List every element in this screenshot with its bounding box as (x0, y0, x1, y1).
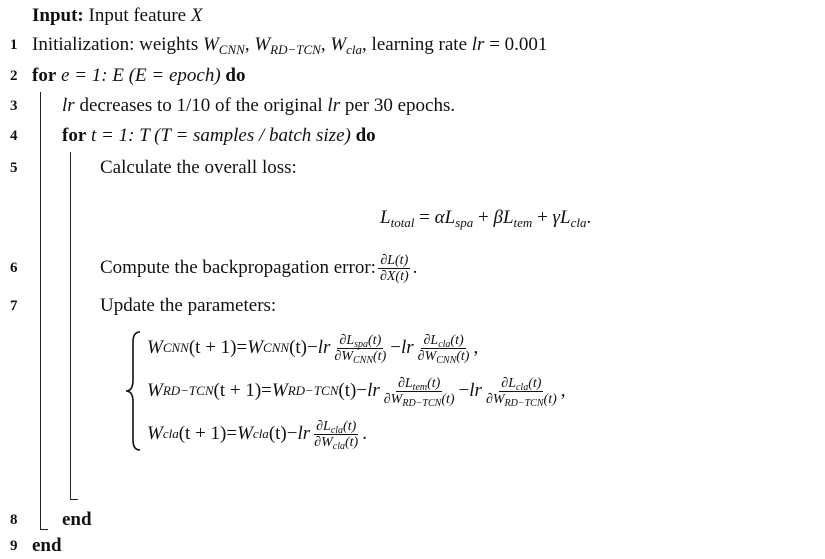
fraction (416, 333, 472, 364)
num (314, 419, 358, 435)
line-number: 4 (10, 128, 18, 144)
num (396, 376, 442, 392)
var: lr (327, 95, 341, 116)
keyword: do (225, 65, 246, 86)
t: ∂ (316, 418, 324, 434)
var: W (147, 423, 163, 444)
var: L (444, 207, 456, 228)
t: RD−TCN (504, 397, 544, 409)
sub: cla (570, 215, 587, 230)
var: lr (471, 34, 485, 55)
var: W (237, 423, 253, 444)
line-7: Update the parameters: (100, 295, 277, 316)
var: lr (469, 380, 482, 401)
t: (t) (368, 332, 382, 348)
den (416, 349, 472, 364)
loop-bar-end (40, 529, 48, 530)
var: γ (552, 207, 561, 228)
t: (t) (373, 348, 387, 364)
text: (t) (338, 380, 357, 401)
var: W (271, 380, 288, 401)
text: per 30 epochs. (340, 95, 456, 116)
var: L (502, 207, 514, 228)
op: − (307, 337, 318, 358)
var: lr (367, 380, 380, 401)
text: , learning rate (362, 34, 472, 55)
var: W (202, 34, 219, 55)
t: ∂ (314, 434, 322, 450)
num: ∂L(t) (380, 252, 409, 268)
text: Initialization: weights (32, 34, 203, 55)
sub: spa (455, 215, 474, 230)
var: lr (297, 423, 311, 444)
line-8-end: end (62, 509, 92, 530)
op: − (286, 423, 298, 444)
op: . (362, 423, 367, 444)
t: ∂ (334, 348, 342, 364)
update-rdtcn: W RD−TCN (t + 1) = W RD−TCN (t) − lr $\frac{\partial L_{tem}(t)}{\partial W_{RD-TCN}(t)}$ − lr $\frac{\partial L_{cla}(t)}{\partial W_{RD-TCN}(t)}$ , (147, 375, 566, 409)
text: decreases to 1/10 of the original (74, 95, 328, 116)
fraction (484, 376, 559, 407)
line-4 (62, 124, 376, 148)
t: tem (412, 381, 428, 393)
total-loss-equation (380, 206, 591, 230)
text: (t) (289, 337, 307, 358)
t: cla (438, 338, 451, 350)
t: (t) (450, 332, 464, 348)
den (484, 392, 559, 407)
sub: cla (346, 42, 363, 57)
t: spa (354, 338, 369, 350)
keyword: do (355, 125, 376, 146)
t: L (346, 332, 355, 348)
fraction (332, 333, 388, 364)
sub: RD−TCN (270, 42, 321, 57)
line-9-end: end (32, 535, 62, 556)
t: ∂ (397, 375, 405, 391)
t: ∂ (383, 391, 391, 407)
op: , (560, 380, 566, 401)
t: (t) (343, 418, 357, 434)
t: W (424, 348, 437, 364)
t: W (341, 348, 353, 364)
text: , (320, 34, 331, 55)
var: L (380, 207, 391, 228)
op: − (356, 380, 368, 401)
loop-bar-inner (70, 152, 71, 500)
input-text: Input feature (88, 5, 191, 26)
cond: t = 1: T (T = samples / batch size) (86, 125, 356, 146)
den (312, 435, 360, 450)
text: Compute the backpropagation error: (100, 257, 376, 278)
loop-bar-outer (40, 92, 41, 530)
input-line (32, 4, 202, 28)
t: L (323, 418, 331, 434)
update-cla: W cla (t + 1) = W cla (t) − lr $\frac{\partial L_{cla}(t)}{\partial W_{cla}(t)}$ . (147, 418, 367, 452)
t: (t) (427, 375, 441, 391)
line-number: 6 (10, 260, 18, 276)
op: . (412, 257, 418, 278)
t: W (390, 391, 403, 407)
op: = (226, 423, 238, 444)
var: W (247, 337, 264, 358)
den (332, 349, 388, 364)
line-3 (62, 94, 455, 118)
var: lr (400, 337, 414, 358)
var: lr (62, 95, 75, 116)
var: L (560, 207, 571, 228)
op: = (261, 380, 272, 401)
sub: total (390, 215, 415, 230)
fraction (382, 376, 457, 407)
line-number: 5 (10, 160, 18, 176)
t: CNN (436, 354, 457, 366)
fraction (312, 419, 360, 450)
op: , (473, 337, 479, 358)
num (499, 376, 543, 392)
t: cla (332, 440, 345, 452)
t: cla (330, 424, 344, 436)
line-number: 7 (10, 298, 18, 314)
text: (t + 1) (188, 337, 237, 358)
line-number: 3 (10, 98, 18, 114)
op: . (586, 207, 592, 228)
line-5: Calculate the overall loss: (100, 157, 297, 178)
t: L (508, 375, 516, 391)
var: W (147, 337, 163, 358)
line-number: 1 (10, 37, 18, 53)
cases-brace (124, 330, 142, 452)
op: + (532, 207, 553, 228)
t: W (492, 391, 505, 407)
var: lr (317, 337, 331, 358)
cond: e = 1: E (E = epoch) (56, 65, 226, 86)
text: = 0.001 (484, 34, 548, 55)
line-number: 8 (10, 512, 18, 528)
t: ∂ (339, 332, 347, 348)
keyword: for (32, 65, 57, 86)
den (382, 392, 457, 407)
input-label: Input: (32, 5, 84, 26)
t: L (404, 375, 413, 391)
den: ∂X(t) (379, 268, 409, 284)
line-1 (32, 33, 547, 57)
t: W (321, 434, 333, 450)
line-2 (32, 64, 245, 88)
var: α (434, 207, 445, 228)
t: (t) (456, 348, 470, 364)
var: W (330, 34, 347, 55)
num (337, 333, 383, 349)
sub: CNN (218, 42, 245, 57)
var: β (493, 207, 503, 228)
num (421, 333, 465, 349)
t: (t) (528, 375, 542, 391)
t: (t) (344, 434, 359, 450)
t: (t) (441, 391, 455, 407)
line-6 (100, 250, 417, 286)
input-var: X (190, 5, 203, 26)
op: − (458, 380, 470, 401)
keyword: for (62, 125, 87, 146)
t: ∂ (423, 332, 431, 348)
op: − (390, 337, 401, 358)
loop-bar-end (70, 499, 78, 500)
text: , (244, 34, 255, 55)
sub: tem (513, 215, 533, 230)
text: (t) (268, 423, 287, 444)
text: (t + 1) (213, 380, 262, 401)
op: + (473, 207, 494, 228)
t: (t) (543, 391, 557, 407)
var: W (254, 34, 271, 55)
op: = (236, 337, 248, 358)
t: RD−TCN (402, 397, 442, 409)
var: W (147, 380, 163, 401)
op: = (414, 207, 435, 228)
t: L (430, 332, 439, 348)
fraction (378, 253, 411, 284)
t: CNN (353, 354, 374, 366)
t: cla (515, 381, 529, 393)
update-cnn: W CNN (t + 1) = W CNN (t) − lr $\frac{\partial L_{spa}(t)}{\partial W_{CNN}(t)}$ − lr $\frac{\partial L_{cla}(t)}{\partial W_{CNN}(t)}$ , (147, 332, 479, 366)
line-number: 2 (10, 68, 18, 84)
text: (t + 1) (178, 423, 227, 444)
line-number: 9 (10, 538, 18, 554)
t: ∂ (501, 375, 509, 391)
t: ∂ (417, 348, 425, 364)
t: ∂ (485, 391, 493, 407)
